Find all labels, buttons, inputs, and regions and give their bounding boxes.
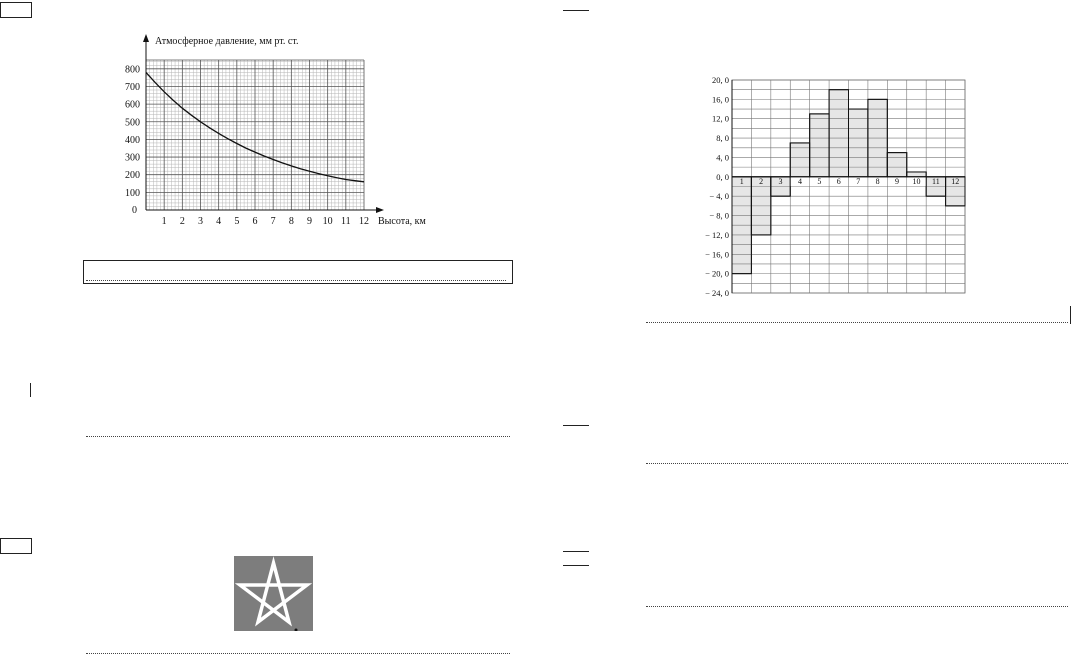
category-label: 7 xyxy=(856,176,861,186)
x-tick-label: 11 xyxy=(341,216,351,227)
origin-label: 0 xyxy=(132,205,137,216)
y-tick-label: 300 xyxy=(125,152,140,164)
category-label: 12 xyxy=(951,176,960,186)
y-tick-label: 700 xyxy=(125,81,140,93)
y-tick-label: 4, 0 xyxy=(716,152,729,163)
category-label: 10 xyxy=(912,176,921,186)
answer-line xyxy=(86,436,510,437)
y-tick-label: 12, 0 xyxy=(712,113,729,124)
answer-line xyxy=(646,322,1068,323)
y-tick-label: 400 xyxy=(125,134,140,146)
y-tick-label: 16, 0 xyxy=(712,94,729,105)
x-tick-label: 7 xyxy=(270,216,276,227)
answer-line xyxy=(646,606,1068,607)
y-tick-label: 200 xyxy=(125,170,140,182)
pentagram-icon xyxy=(234,556,313,631)
x-tick-label: 2 xyxy=(179,216,185,227)
category-label: 2 xyxy=(759,176,764,186)
y-tick-label: 500 xyxy=(125,117,140,129)
category-label: 9 xyxy=(895,176,900,186)
y-tick-label: 100 xyxy=(125,187,140,199)
margin-mark xyxy=(30,383,31,397)
task-number-mark xyxy=(563,425,589,426)
category-label: 6 xyxy=(836,176,841,186)
task-number-box xyxy=(0,2,32,18)
y-tick-label: 0, 0 xyxy=(716,171,729,182)
y-tick-label: 8, 0 xyxy=(716,133,729,144)
category-label: 5 xyxy=(817,176,822,186)
y-tick-label: − 20, 0 xyxy=(705,268,729,279)
x-tick-label: 4 xyxy=(216,216,222,227)
bar xyxy=(829,90,848,177)
category-label: 11 xyxy=(932,176,940,186)
answer-box-edge xyxy=(1070,306,1071,324)
bar xyxy=(849,109,868,177)
category-label: 8 xyxy=(875,176,880,186)
x-tick-label: 10 xyxy=(322,216,333,227)
x-tick-label: 12 xyxy=(359,216,369,227)
y-tick-label: 600 xyxy=(125,99,140,111)
y-axis-label: Атмосферное давление, мм рт. ст. xyxy=(155,36,299,47)
x-axis-arrow-icon xyxy=(376,207,384,213)
task-number-mark xyxy=(563,565,589,566)
x-tick-label: 3 xyxy=(198,216,203,227)
x-tick-label: 1 xyxy=(161,216,167,227)
category-label: 4 xyxy=(797,176,802,186)
y-tick-label: − 12, 0 xyxy=(705,229,729,240)
temperature-bar-chart xyxy=(688,72,973,300)
task-number-mark xyxy=(563,10,589,11)
answer-line xyxy=(86,280,506,281)
y-tick-label: 800 xyxy=(125,64,140,76)
answer-line xyxy=(646,463,1068,464)
y-tick-label: − 24, 0 xyxy=(705,288,729,298)
y-tick-label: 20, 0 xyxy=(712,75,729,85)
y-tick-label: − 8, 0 xyxy=(709,210,729,221)
task-number-box xyxy=(0,538,32,554)
category-label: 1 xyxy=(739,176,744,186)
category-label: 3 xyxy=(778,176,783,186)
star-image xyxy=(234,556,313,631)
x-axis-label: Высота, км xyxy=(378,216,426,227)
pressure-chart xyxy=(118,30,438,230)
answer-line xyxy=(86,653,510,654)
y-tick-label: − 4, 0 xyxy=(709,191,729,202)
x-tick-label: 6 xyxy=(252,216,258,227)
x-tick-label: 8 xyxy=(288,216,294,227)
x-tick-label: 9 xyxy=(307,216,312,227)
bar xyxy=(887,153,906,177)
x-tick-label: 5 xyxy=(234,216,240,227)
y-axis-arrow-icon xyxy=(143,34,149,42)
y-tick-label: − 16, 0 xyxy=(705,249,729,260)
task-number-mark xyxy=(563,551,589,552)
